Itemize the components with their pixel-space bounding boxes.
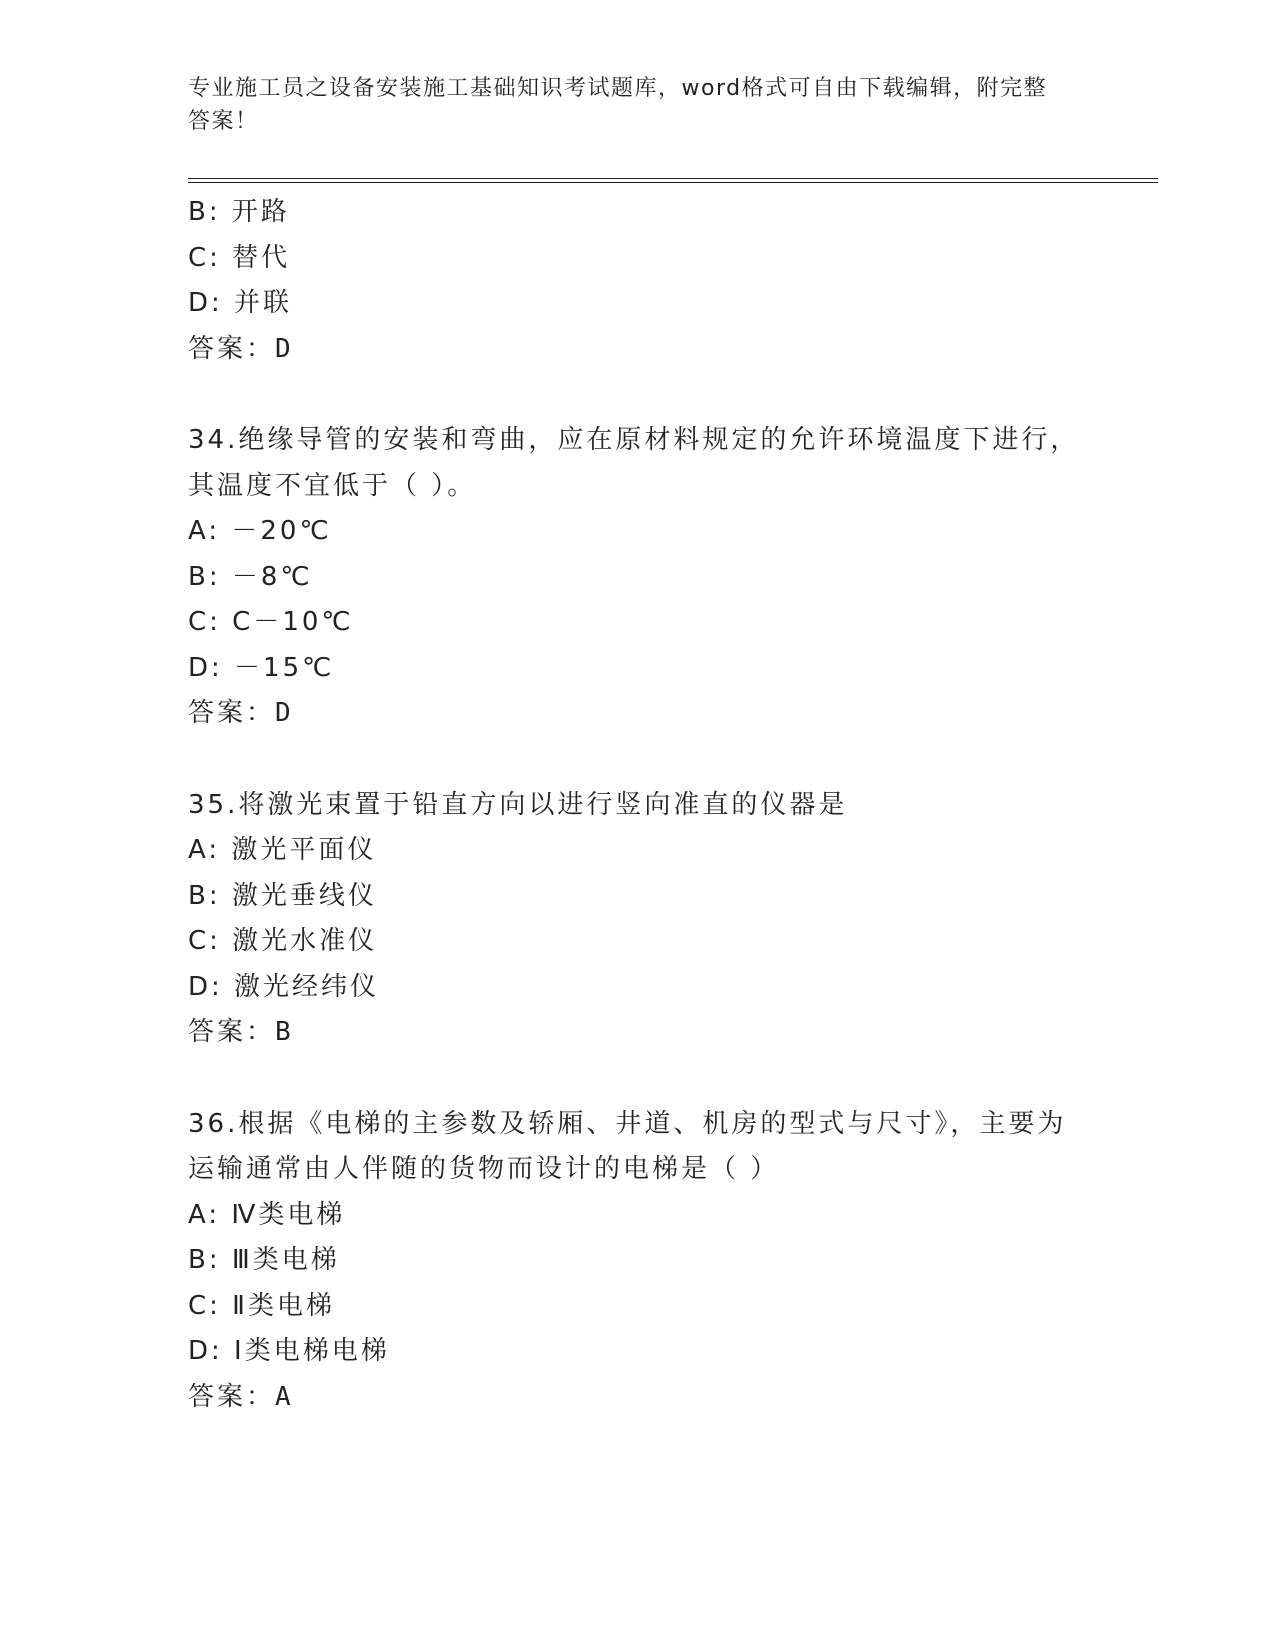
answer-label: 答案： [188,1017,276,1047]
header-divider [188,178,1158,183]
answer-line [188,691,1118,737]
question-list [188,190,1118,1420]
question-stem: 其温度不宜低于（ ）。 [188,470,477,501]
answer-line [188,1375,1118,1421]
question-stem: 运输通常由人伴随的货物而设计的电梯是（ ） [188,1154,780,1184]
option-a: A: 激光平面仪 [188,835,377,865]
option-a: A: －20℃ [188,516,332,546]
option-c: C: Ⅱ类电梯 [188,1290,335,1321]
question-34 [188,418,1118,737]
answer-line [188,327,1118,373]
option-a: A: Ⅳ类电梯 [188,1199,346,1230]
answer-label: 答案： [188,333,276,364]
option-b: B: 开路 [188,197,290,227]
option-b: B: Ⅲ类电梯 [188,1245,340,1275]
option-d: D: Ⅰ类电梯电梯 [188,1336,390,1366]
question-stem: 36.根据《电梯的主参数及轿厢、井道、机房的型式与尺寸》，主要为 [188,1108,1067,1139]
answer-value: D [275,698,293,728]
prev-question-tail [188,190,1118,372]
option-c: C: 替代 [188,242,291,273]
option-b: B: －8℃ [188,561,313,592]
question-stem: 34.绝缘导管的安装和弯曲，应在原材料规定的允许环境温度下进行， [188,425,1080,455]
option-c: C: C－10℃ [188,607,354,637]
answer-value: D [275,333,293,364]
option-c: C: 激光水准仪 [188,926,378,956]
question-35 [188,783,1118,1056]
answer-line [188,1010,1118,1056]
answer-value: A [275,1381,293,1412]
page-header: 专业施工员之设备安装施工基础知识考试题库，word格式可自由下载编辑，附完整答案！ [188,76,1048,134]
option-d: D: 激光经纬仪 [188,971,380,1002]
answer-label: 答案： [188,1381,276,1412]
question-stem: 35.将激光束置于铅直方向以进行竖向准直的仪器是 [188,789,848,820]
answer-value: B [275,1017,293,1047]
answer-label: 答案： [188,698,276,728]
option-b: B: 激光垂线仪 [188,880,377,911]
question-36 [188,1102,1118,1421]
option-d: D: 并联 [188,288,293,318]
option-d: D: －15℃ [188,652,335,683]
